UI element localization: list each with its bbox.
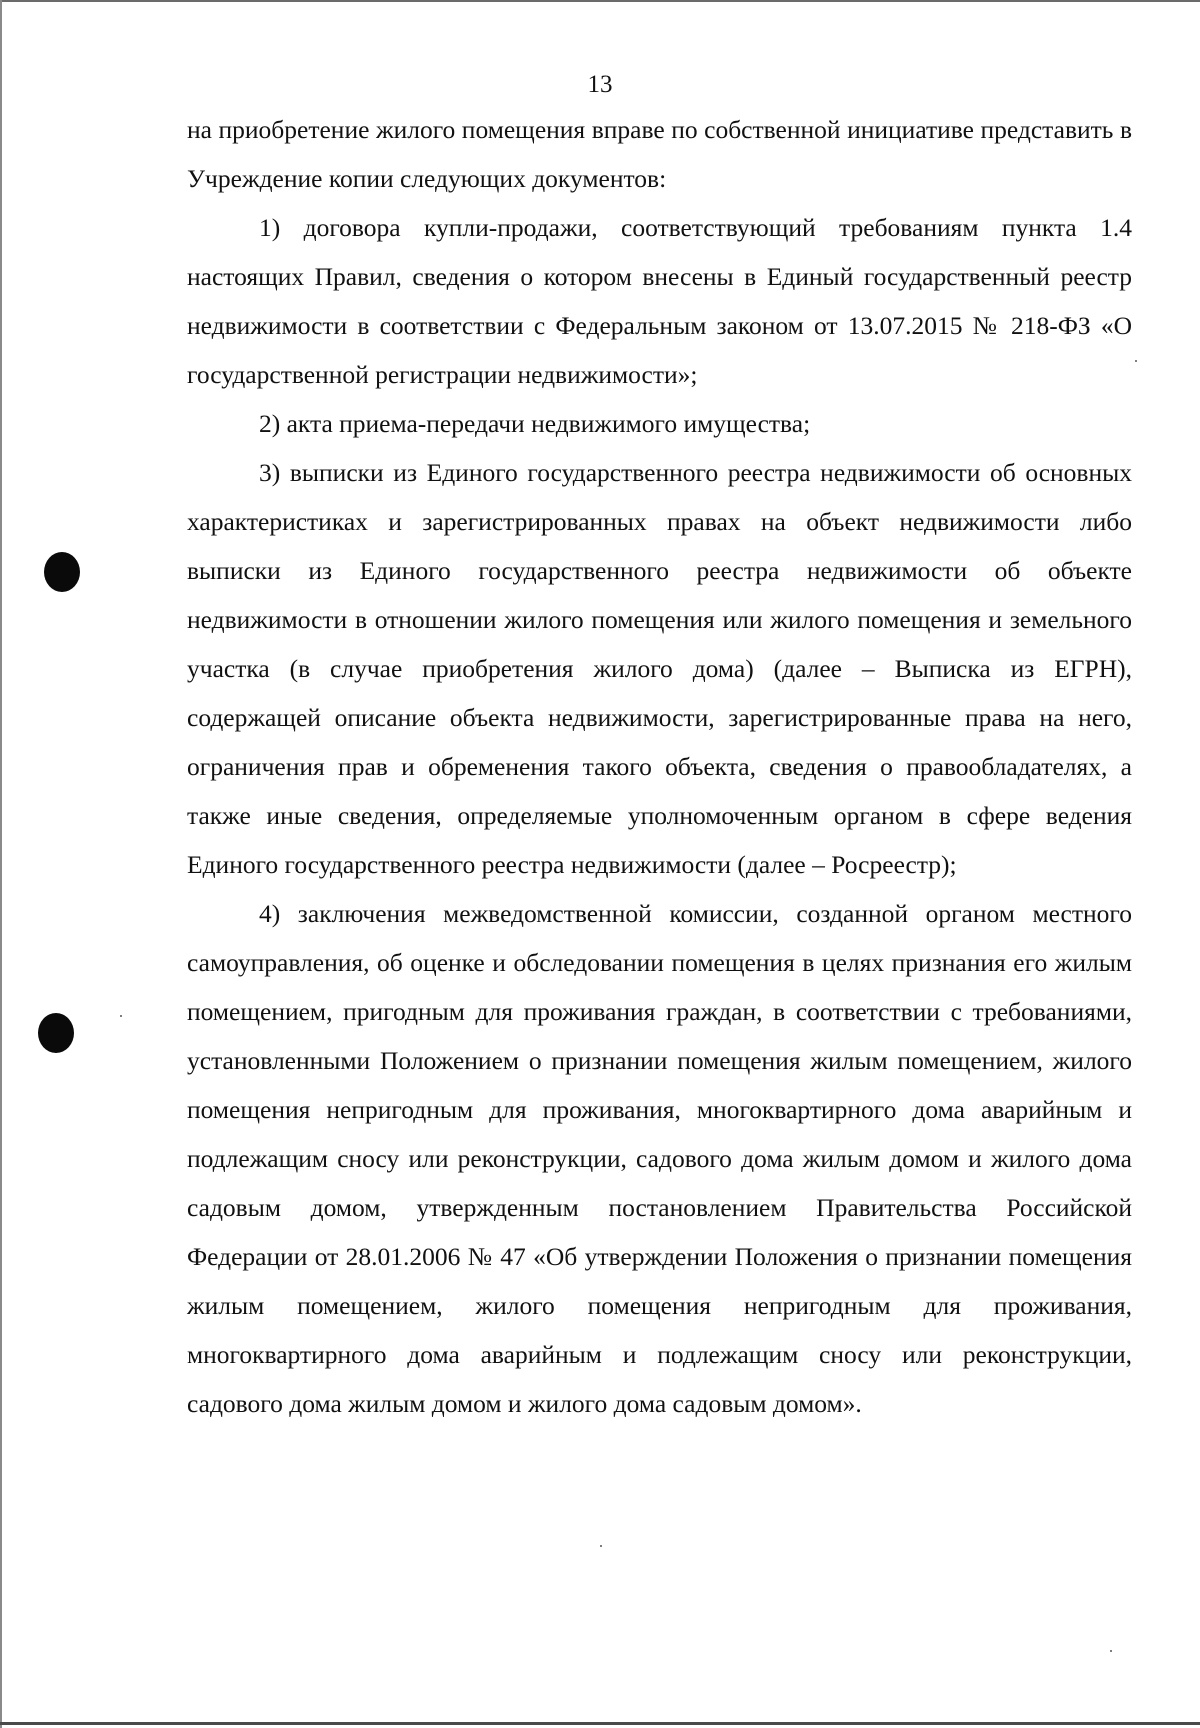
scan-edge-bottom <box>0 1722 1200 1725</box>
scan-edge-left <box>0 0 2 1728</box>
scan-speck <box>600 1545 602 1547</box>
paragraph-item-4: 4) заключения межведомственной комиссии, созданной органом местного самоуправления, об оценке и обследовании помещения в целях признания его жилым помещением, пригодным для проживания граждан, в соответствии с требованиями, установленными Положением о признании помещения жилым помещением, жилого помещения непригодным для проживания, многоквартирного дома аварийным и подлежащим сносу или реконструкции, садового дома жилым домом и жилого дома садовым домом, утвержденным постановлением Правительства Российской Федерации от 28.01.2006 № 47 «Об утверждении Положения о признании помещения жилым помещением, жилого помещения непригодным для проживания, многоквартирного дома аварийным и подлежащим сносу или реконструкции, садового дома жилым домом и жилого дома садовым домом». <box>187 899 1132 1418</box>
scan-speck <box>1110 1650 1112 1652</box>
scan-speck <box>120 1015 122 1017</box>
paragraph-item-2: 2) акта приема-передачи недвижимого имущества; <box>259 409 811 438</box>
punch-hole-bottom <box>38 1013 74 1053</box>
punch-hole-top <box>44 552 80 592</box>
page-number: 13 <box>587 71 613 98</box>
paragraph-intro: на приобретение жилого помещения вправе по собственной инициативе представить в Учреждение копии следующих документов: <box>187 115 1132 193</box>
paragraph-item-3: 3) выписки из Единого государственного реестра недвижимости об основных характеристиках и зарегистрированных правах на объект недвижимости либо выписки из Единого государственного реестра недвижимости об объекте недвижимости в отношении жилого помещения или жилого помещения и земельного участка (в случае приобретения жилого дома) (далее – Выписка из ЕГРН), содержащей описание объекта недвижимости, зарегистрированные права на него, ограничения прав и обременения такого объекта, сведения о правообладателях, а также иные сведения, определяемые уполномоченным органом в сфере ведения Единого государственного реестра недвижимости (далее – Росреестр); <box>187 458 1132 879</box>
scan-edge-top <box>0 0 1200 2</box>
body-text <box>187 105 1132 1428</box>
paragraph-item-1: 1) договора купли-продажи, соответствующий требованиям пункта 1.4 настоящих Правил, сведения о котором внесены в Единый государственный реестр недвижимости в соответствии с Федеральным законом от 13.07.2015 № 218-ФЗ «О государственной регистрации недвижимости»; <box>187 213 1132 389</box>
scan-speck <box>1135 360 1137 362</box>
